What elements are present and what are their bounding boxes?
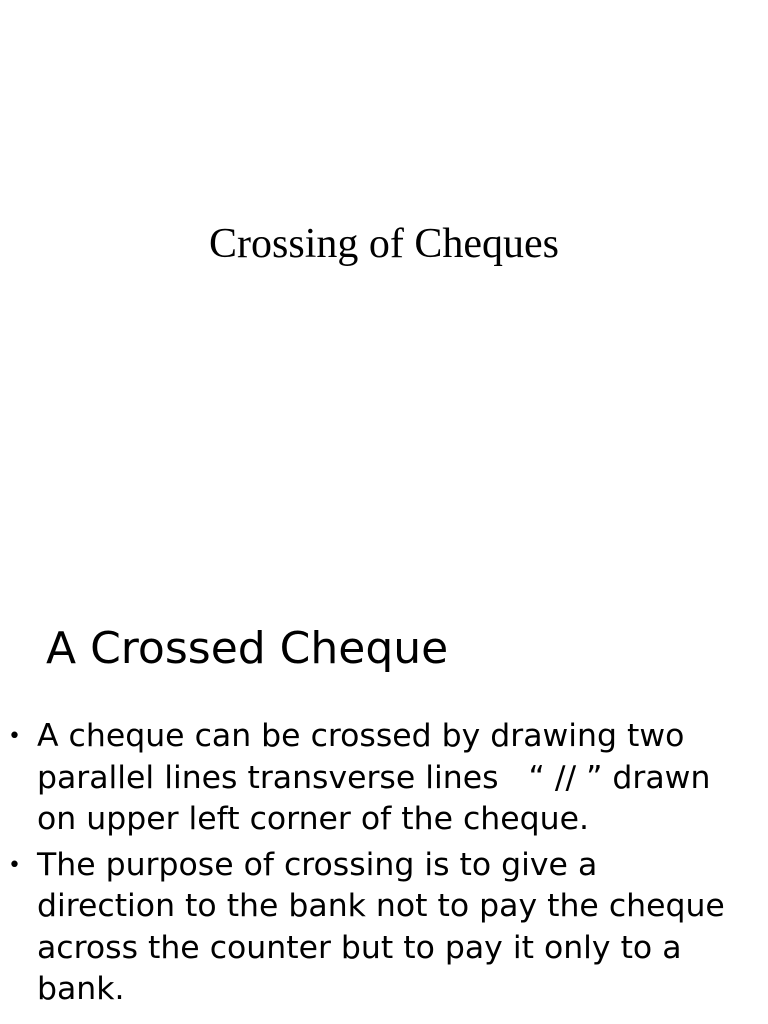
slide-title: Crossing of Cheques (209, 221, 559, 267)
bullet-text: The purpose of crossing is to give a direction to the bank not to pay the cheque across the counter but to pay it only to a bank. (37, 846, 735, 1007)
bullet-item (0, 845, 735, 1011)
bullet-text: A cheque can be crossed by drawing two parallel lines transverse lines “ // ” drawn on upper left corner of the cheque. (37, 718, 721, 837)
section-heading: A Crossed Cheque (46, 623, 449, 674)
bullet-marker: • (8, 852, 21, 878)
bullet-list (0, 716, 768, 1015)
bullet-item (0, 716, 727, 841)
bullet-marker: • (8, 724, 21, 749)
